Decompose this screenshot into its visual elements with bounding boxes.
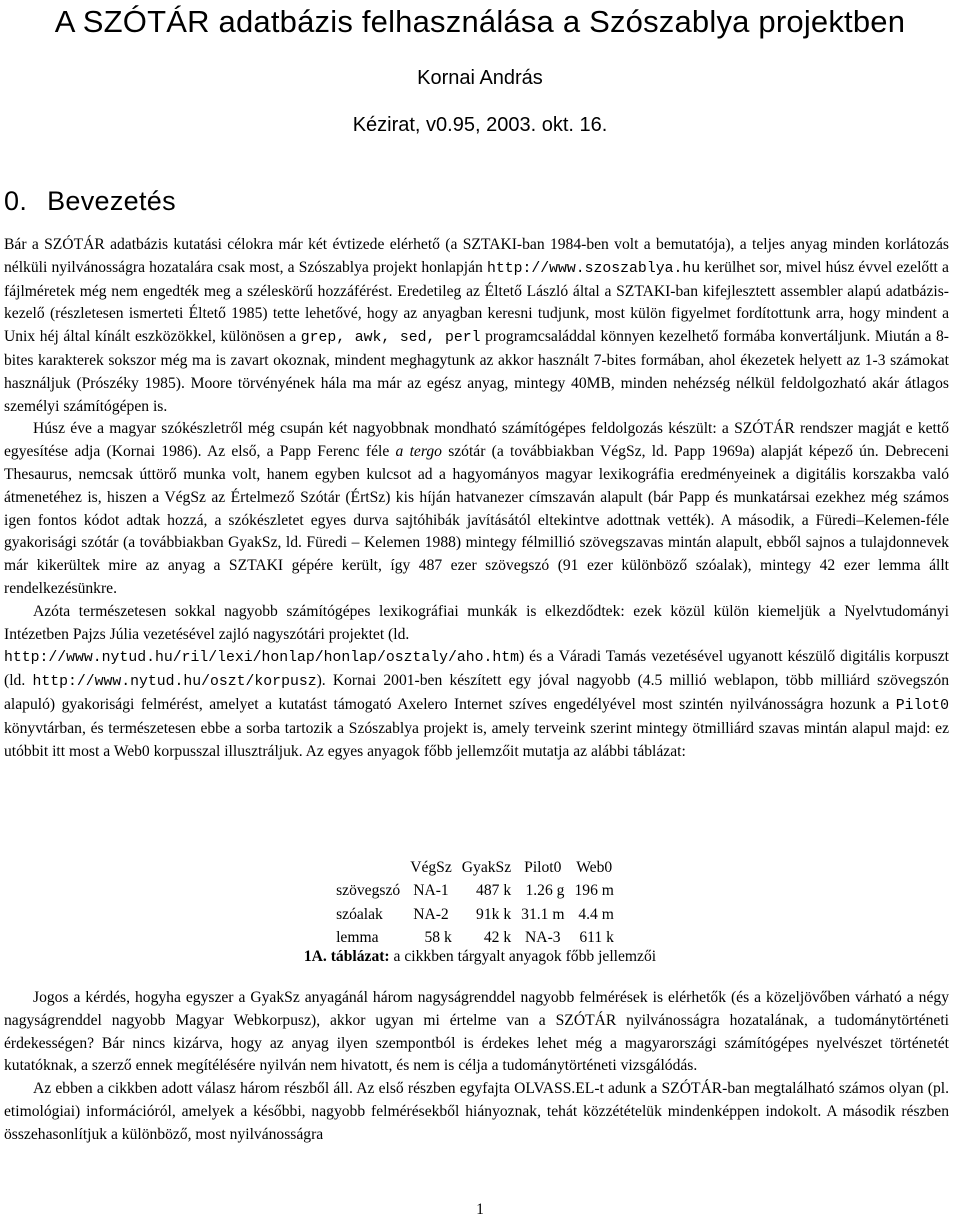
table-cell: NA-1	[413, 882, 449, 900]
table-cell: 31.1 m	[521, 905, 565, 923]
table-row	[331, 880, 619, 904]
column-header: GyakSz	[461, 858, 512, 876]
table-cell: 487 k	[476, 882, 512, 900]
paragraph-3-text-a: Azóta természetesen sokkal nagyobb számítógépes lexikográfiai munkák is elkezdődtek: ezek közül külön kiemeljük a Nyelvtudományi Intézetben Pajzs Júlia vezetésével zajló nagyszótári projektet (ld.	[4, 602, 949, 643]
table-caption-label: 1A. táblázat:	[303, 948, 390, 965]
paragraph-3-text-b: ) és a Váradi Tamás vezetésével ugyanott készülő digitális korpuszt (ld.	[4, 648, 949, 690]
body-text-upper	[4, 234, 949, 763]
table-cell: 58 k	[424, 929, 452, 947]
table-caption-text: a cikkben tárgyalt anyagok főbb jellemzői	[393, 948, 657, 965]
paragraph-1-text-b: kerülhet sor, mivel húsz évvel ezelőtt a fájlméretek még nem engedték meg a széleskörű hozzáférést. Eredetileg az Éltető László által a SZTAKI-ban kifejlesztett assembler alapú adatbázis-kezelő (részletesen ismerteti Éltető 1985) tette lehetővé, hogy az anyagban keresni tudjunk, most külön figyelmet fordítottunk arra, hogy mindent a Unix héj által kínált eszközökkel, különösen a	[4, 258, 949, 346]
table-cell: NA-2	[413, 905, 449, 923]
paragraph-3	[4, 601, 949, 764]
corpus-comparison-table	[331, 856, 619, 950]
table-cell: 611 k	[579, 929, 614, 947]
paragraph-3-text-d: könyvtárban, és természetesen ebbe a sorba tartozik a Szószablya projekt is, amely terveink szerint mintegy ötmilliárd szavas mintán alapul majd: ez utóbbit itt most a Web0 korpusszal illusztráljuk. Az egyes anyagok főbb jellemzőit mutatja az alábbi táblázat:	[4, 719, 949, 760]
section-title: Bevezetés	[47, 186, 176, 216]
paragraph-2-text-b: szótár (a továbbiakban VégSz, ld. Papp 1969a) alapját képező ún. Debreceni Thesaurus, nemcsak úttörő munka volt, hanem egyben kulcsot ad a hagyományos magyar lexikográfia eredményeinek a digitális korszakba való átmenetéhez is, hiszen a VégSz az Értelmező Szótár (ÉrtSz) kis híján hatvanezer címszaván alapult (bár Papp és munkatársai ezekhez még számos igen fontos kódot adtak hozzá, a szókészletet egyes durva sajtóhibák javításától eltekintve adottnak vették). A második, a Füredi–Kelemen-féle gyakorisági szótár (a továbbiakban GyakSz, ld. Füredi – Kelemen 1988) mintegy félmillió szövegszavas mintán alapult, ebből sajnos a tulajdonnevek már kikerültek mire az anyag a SZTAKI gépére került, így 487 ezer szövegszó (91 ezer különböző szóalak), mintegy 42 ezer lemma állt rendelkezésünkre.	[4, 443, 949, 597]
paragraph-1-text-a: Bár a SZÓTÁR adatbázis kutatási célokra már két évtizede elérhető (a SZTAKI-ban 1984-ben volt a bemutatója), a teljes anyag minden korlátozás nélküli nyilvánosságra hozatalára csak most, a Szószablya projekt honlapján	[4, 236, 949, 276]
manuscript-version-date: Kézirat, v0.95, 2003. okt. 16.	[352, 114, 608, 136]
table-cell: 4.4 m	[578, 905, 614, 923]
section-heading	[4, 186, 176, 217]
table-row	[331, 903, 619, 927]
paragraph-1-text-c: programcsaláddal könnyen kezelhető formába konvertáljunk. Miután a 8-bites karakterek sokszor még ma is zavart okoznak, mindent meghagytunk az akkor használt 7-bites formában, ahol ékezetek helyett az 1-3 számokat használjuk (Prószéky 1985). Moore törvényének hála ma már az egész anyag, mintegy 40MB, minden nehézség nélkül feldolgozható akár átlagos személyi számítógépen is.	[4, 328, 950, 415]
table-cell: 91k k	[476, 905, 512, 923]
corpus-table-wrapper	[0, 856, 960, 950]
szoszablya-link[interactable]: http://www.szoszablya.hu	[486, 260, 701, 277]
unix-tools-code: grep, awk, sed, perl	[300, 330, 481, 347]
nytud-korpusz-link[interactable]: http://www.nytud.hu/oszt/korpusz	[32, 674, 317, 691]
author-name: Kornai András	[417, 67, 543, 89]
column-header: Web0	[576, 858, 613, 876]
column-header: VégSz	[410, 858, 452, 876]
paragraph-4: Jogos a kérdés, hogyha egyszer a GyakSz anyagánál három nagyságrenddel nagyobb felmérések is elérhetők (és a közeljövőben várható a négy nagyságrenddel nagyobb Magyar Webkorpusz), akkor ugyan mi értelme van a SZÓTÁR nyilvánosságra hozatalának, a tudománytörténeti érdekességen? Bár nincs kizárva, hogy az anyag ilyen szempontból is érdekes lehet még a magyarországi számítógépes nyelvészet történetét kutatóknak, a szerző ennek megítélésére nyilván nem hivatott, és nem is célja a tudománytörténeti vizsgálódás.	[4, 989, 949, 1075]
page-number: 1	[476, 1201, 484, 1218]
column-header: Pilot0	[524, 858, 562, 876]
table-cell: 196 m	[574, 882, 614, 900]
table-caption	[0, 948, 960, 966]
paragraph-2	[4, 418, 949, 600]
a-tergo-italic: a tergo	[395, 443, 442, 461]
row-label: szóalak	[336, 905, 383, 923]
nytud-aho-link[interactable]: http://www.nytud.hu/ril/lexi/honlap/honlap/osztaly/aho.htm	[4, 650, 520, 667]
paper-title: A SZÓTÁR adatbázis felhasználása a Szószablya projektben	[54, 4, 906, 39]
table-cell: 1.26 g	[525, 882, 565, 900]
table-cell: NA-3	[525, 929, 561, 947]
table-row	[331, 927, 619, 951]
paragraph-1	[4, 234, 949, 418]
table-corner-cell	[331, 856, 405, 880]
row-label: szövegszó	[336, 882, 401, 900]
paragraph-5: Az ebben a cikkben adott válasz három részből áll. Az első részben egyfajta OLVASS.EL-t adunk a SZÓTÁR-ban megtalálható számos olyan (pl. etimológiai) információról, amelyek a későbbi, nagyobb felmérésekből hiányoznak, tehát közzétételük mindenképpen indokolt. A második részben összehasonlítjuk a különböző, most nyilvánosságra	[4, 1080, 949, 1143]
body-text-lower	[4, 987, 949, 1147]
paragraph-2-text-a: Húsz éve a magyar szókészletről még csupán két nagyobbnak mondható számítógépes feldolgozás készült: a SZÓTÁR rendszer magját e kettő egyesítése adja (Kornai 1986). Az első, a Papp Ferenc féle	[4, 420, 949, 461]
table-cell: 42 k	[483, 929, 512, 947]
table-header-row	[331, 856, 619, 880]
pilot0-code: Pilot0	[895, 697, 949, 714]
row-label: lemma	[336, 929, 379, 947]
paragraph-3-text-c: ). Kornai 2001-ben készített egy jóval nagyobb (4.5 millió weblapon, több milliárd szövegszón alapuló) gyakorisági felmérést, amelyet a kutatást támogató Axelero Internet szíves engedélyével most szintén nyilvánosságra hozunk a	[4, 672, 949, 713]
section-number: 0.	[4, 186, 28, 216]
